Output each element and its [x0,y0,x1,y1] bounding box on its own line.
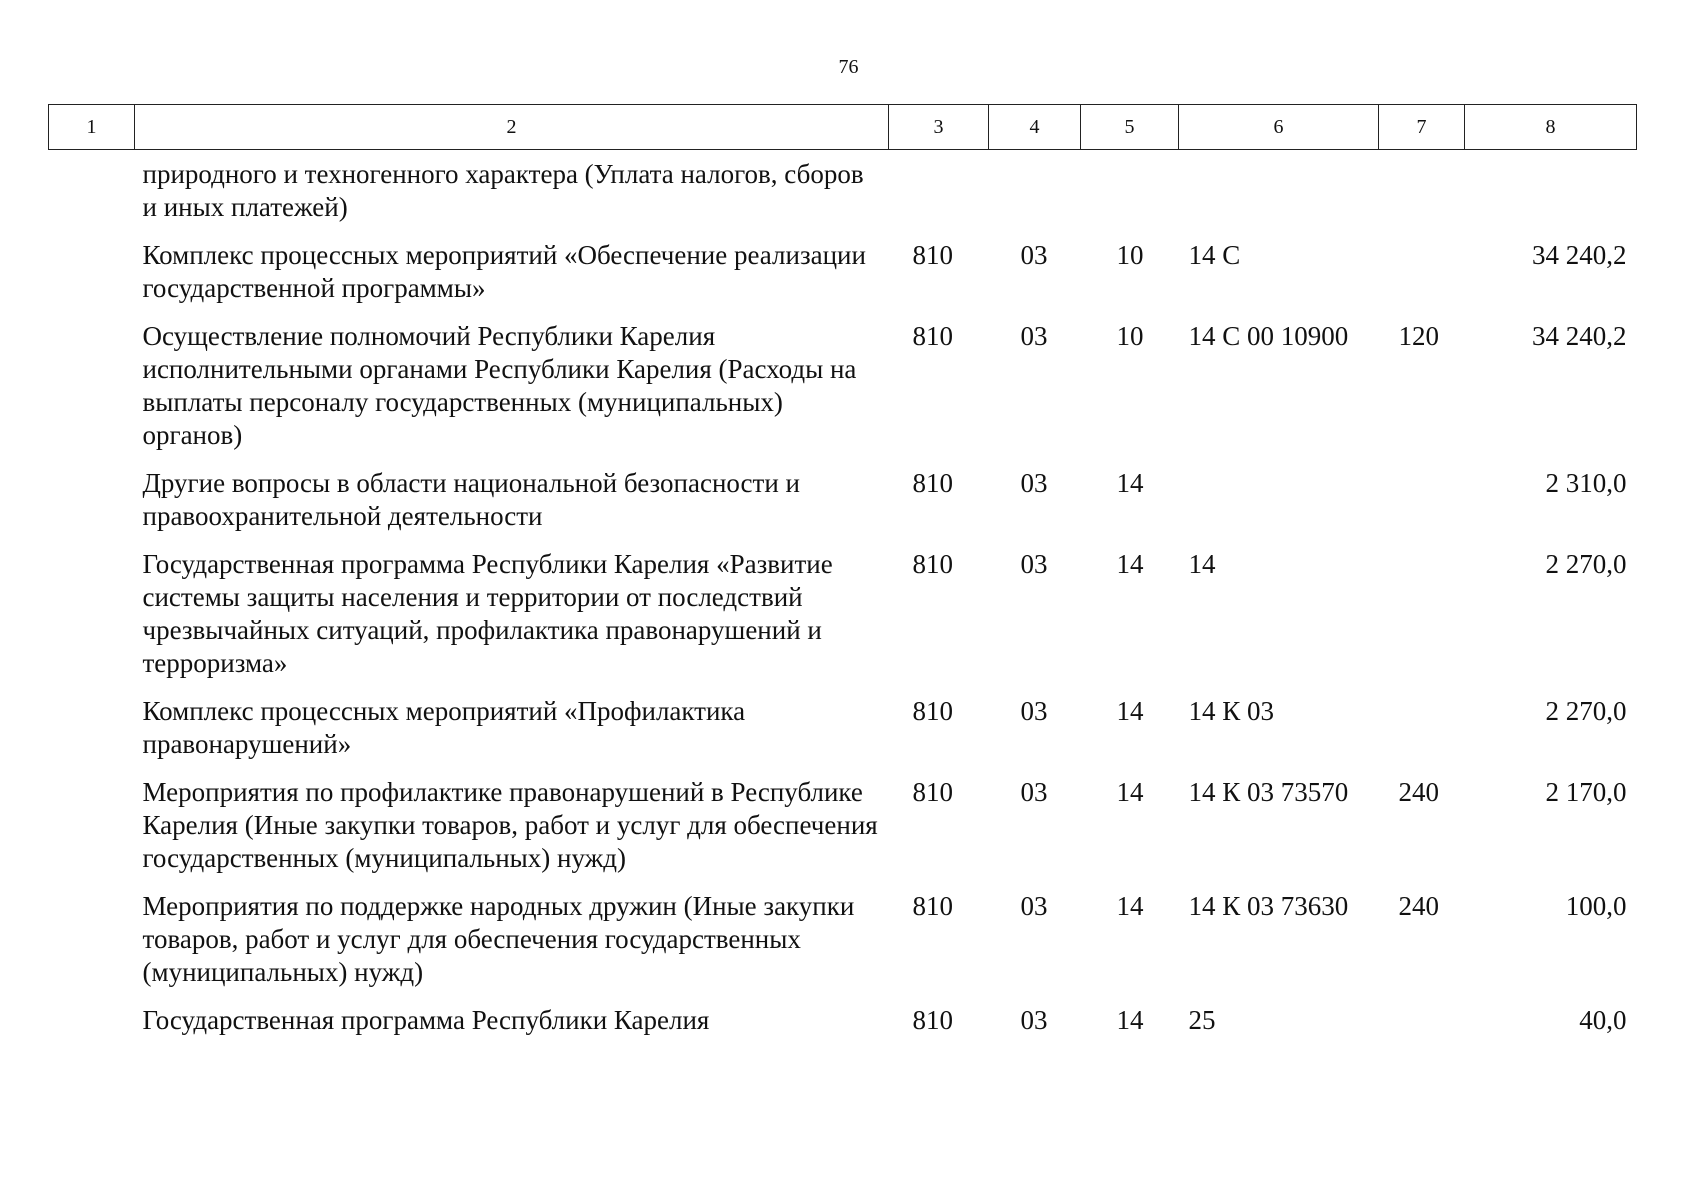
amount-cell: 2 270,0 [1545,549,1627,579]
header-col-1: 1 [49,105,135,150]
col-1-cell [49,467,135,548]
col-5-cell: 14 [1116,777,1144,807]
col-7-cell [1379,467,1465,548]
col-7-cell [1379,548,1465,695]
col-6-cell: 14 К 03 73570 [1188,777,1349,807]
col-1-cell [49,776,135,890]
col-4-cell [989,150,1081,240]
col-7-cell [1379,1004,1465,1052]
col-4-cell: 03 [1020,240,1048,270]
col-1-cell [49,695,135,776]
col-7-cell: 120 [1398,321,1439,351]
col-4-cell: 03 [1020,696,1048,726]
amount-cell [1465,150,1637,240]
col-4-cell: 03 [1020,1005,1048,1035]
header-col-2: 2 [135,105,889,150]
col-5-cell: 14 [1116,696,1144,726]
amount-cell: 34 240,2 [1532,240,1627,270]
col-4-cell: 03 [1020,468,1048,498]
header-col-4: 4 [989,105,1081,150]
col-6-cell: 14 С 00 10900 [1188,321,1349,351]
col-4-cell: 03 [1020,891,1048,921]
col-3-cell: 810 [912,240,953,270]
col-7-cell [1379,239,1465,320]
col-3-cell: 810 [912,777,953,807]
item-name: Государственная программа Республики Карелия «Развитие системы защиты населения и территории от последствий чрезвычайных ситуаций, профилактика правонарушений и терроризма» [142,549,833,678]
item-name: Мероприятия по поддержке народных дружин (Иные закупки товаров, работ и услуг для обеспечения государственных (муниципальных) нужд) [142,891,855,987]
col-7-cell [1379,695,1465,776]
amount-cell: 40,0 [1579,1005,1627,1035]
table-row [49,890,1637,1004]
table-row [49,467,1637,548]
col-7-cell [1379,150,1465,240]
header-col-6: 6 [1179,105,1379,150]
col-7-cell: 240 [1398,777,1439,807]
header-row [49,105,1637,150]
col-1-cell [49,1004,135,1052]
col-3-cell: 810 [912,891,953,921]
amount-cell: 100,0 [1565,891,1627,921]
col-5-cell: 10 [1116,321,1144,351]
table-body [49,150,1637,1053]
table-header [49,105,1637,150]
col-3-cell: 810 [912,549,953,579]
item-name: Другие вопросы в области национальной безопасности и правоохранительной деятельности [142,468,800,531]
col-6-cell [1179,150,1379,240]
item-name: природного и техногенного характера (Уплата налогов, сборов и иных платежей) [142,159,864,222]
col-5-cell: 14 [1116,549,1144,579]
table-row [49,150,1637,240]
amount-cell: 2 270,0 [1545,696,1627,726]
col-4-cell: 03 [1020,777,1048,807]
amount-cell: 34 240,2 [1532,321,1627,351]
col-6-cell: 25 [1188,1005,1216,1035]
col-3-cell: 810 [912,321,953,351]
col-5-cell: 14 [1116,891,1144,921]
table-row [49,776,1637,890]
page-number: 76 [838,56,859,78]
col-6-cell: 14 К 03 [1188,696,1275,726]
col-4-cell: 03 [1020,549,1048,579]
col-1-cell [49,150,135,240]
amount-cell: 2 310,0 [1545,468,1627,498]
col-1-cell [49,239,135,320]
col-6-cell: 14 К 03 73630 [1188,891,1349,921]
col-3-cell: 810 [912,468,953,498]
table-row [49,320,1637,467]
item-name: Мероприятия по профилактике правонарушений в Республике Карелия (Иные закупки товаров, работ и услуг для обеспечения государственных (муниципальных) нужд) [142,777,878,873]
header-col-8: 8 [1465,105,1637,150]
table-row [49,548,1637,695]
col-5-cell: 14 [1116,1005,1144,1035]
header-col-5: 5 [1081,105,1179,150]
col-3-cell: 810 [912,696,953,726]
table-row [49,695,1637,776]
table-row [49,239,1637,320]
col-5-cell: 10 [1116,240,1144,270]
header-col-7: 7 [1379,105,1465,150]
col-6-cell: 14 [1188,549,1216,579]
col-1-cell [49,320,135,467]
col-3-cell: 810 [912,1005,953,1035]
amount-cell: 2 170,0 [1545,777,1627,807]
col-3-cell [889,150,989,240]
col-5-cell: 14 [1116,468,1144,498]
col-6-cell [1179,467,1379,548]
col-1-cell [49,890,135,1004]
col-5-cell [1081,150,1179,240]
item-name: Государственная программа Республики Карелия [142,1005,710,1035]
col-4-cell: 03 [1020,321,1048,351]
col-6-cell: 14 С [1188,240,1241,270]
item-name: Осуществление полномочий Республики Карелия исполнительными органами Республики Карелия (Расходы на выплаты персоналу государственных (муниципальных) органов) [142,321,857,450]
col-7-cell: 240 [1398,891,1439,921]
col-1-cell [49,548,135,695]
item-name: Комплекс процессных мероприятий «Обеспечение реализации государственной программы» [142,240,866,303]
item-name: Комплекс процессных мероприятий «Профилактика правонарушений» [142,696,746,759]
table-row [49,1004,1637,1052]
header-col-3: 3 [889,105,989,150]
budget-table [48,104,1637,1052]
